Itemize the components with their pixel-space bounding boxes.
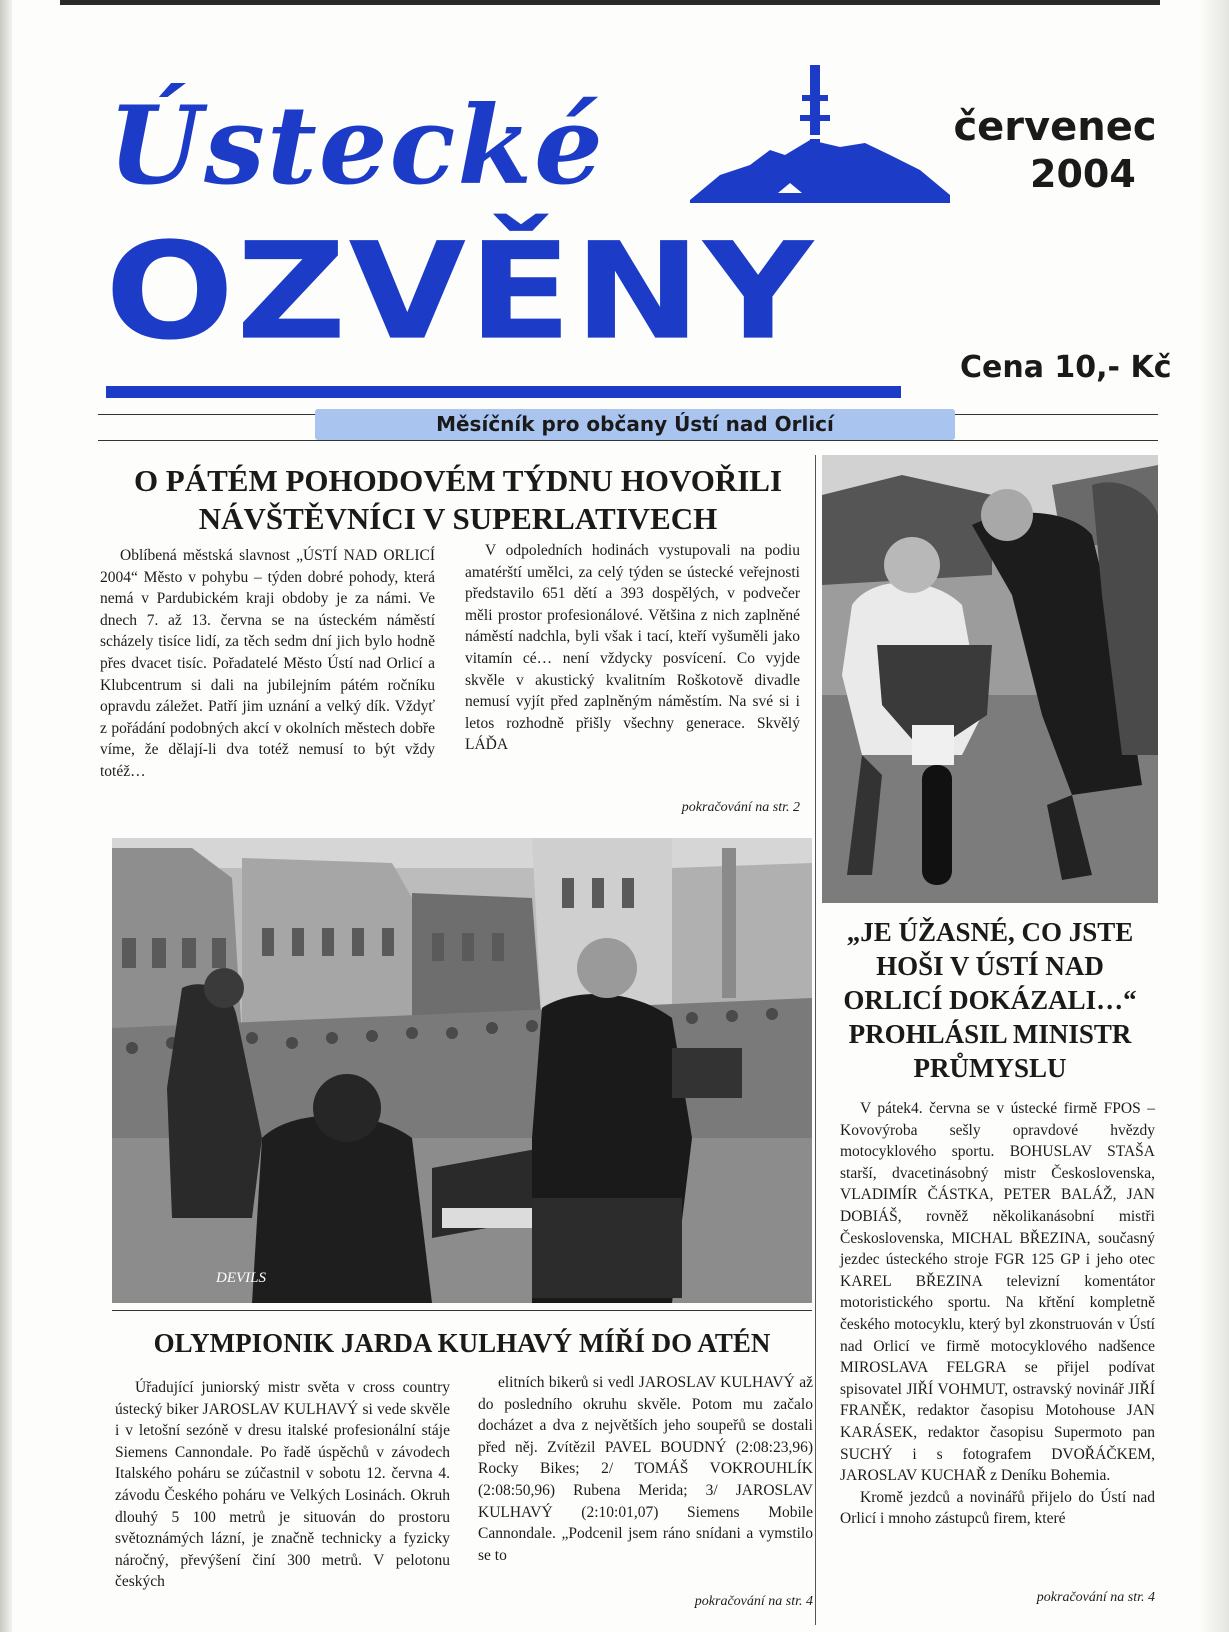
- motorbike-photo: [822, 455, 1158, 903]
- top-bar: [60, 0, 1160, 5]
- article1-headline-line1: O PÁTÉM POHODOVÉM TÝDNU HOVOŘILI: [133, 463, 783, 498]
- masthead-title-script: Ústecké: [108, 83, 605, 209]
- article1-column2: [465, 540, 800, 756]
- article3-headline-line1: „JE ÚŽASNÉ, CO JSTE: [846, 917, 1134, 947]
- article2-column2: [478, 1372, 813, 1566]
- article2-continued: pokračování na str. 4: [694, 1594, 813, 1609]
- article1-column2-text: V odpoledních hodinách vystupovali na podiu amatérští umělci, za celý týden se ústecké veřejnosti představilo 651 dětí a 393 dospělých, v podvečer měli prostor profesionálové. Většina z nich zaplněné náměstí nadchla, byli však i tací, kteří vyšuměli jako vitamín cé… není vždycky posvícení. Co vyjde skvěle v akustický kvalitním Roškotově divadle nemusí vyjít před zaplněným náměstím. Na své si i letos rozhodně přišly všechny generace. Skvělý LÁĎA: [465, 542, 800, 754]
- article1-headline: [98, 462, 818, 538]
- article3-para1: V pátek4. června se v ústecké firmě FPOS – Kovovýroba sešly opravdové hvězdy motocyklového sportu. BOHUSLAV STAŠA starší, dvacetinásobný mistr Československa, VLADIMÍR ČÁSTKA, PETER BALÁŽ, JAN DOBIÁŠ, rovněž několikanásobní mistři Československa, MICHAL BŘEZINA, současný jezdec ústeckého stroje FGR 125 GP i jeho otec KAREL BŘEZINA televizní komentátor motoristického sportu. Na křtění kompletně českého motocyklu, který byl zkonstruován v Ústí nad Orlicí ve firmě motocyklového nadšence MIROSLAVA FELGRA se přijel podívat spisovatel JIŘÍ VOHMUT, ostravský novinář JIŘÍ FRANĚK, redaktor časopisu Motohouse JAN KARÁSEK, redaktor časopisu Supermoto pan SUCHÝ i s fotografem DVOŘÁČKEM, JAROSLAV KUCHAŘ z Deníku Bohemia.: [840, 1100, 1155, 1485]
- article2-column1-text: Úřadující juniorský mistr světa v cross country ústecký biker JAROSLAV KULHAVÝ si vede skvěle i v letošní sezóně v dresu italské profesionální stáje Siemens Cannondale. Po řadě úspěchů v závodech Italského poháru se zúčastnil v sobotu 12. června 4. závodu Českého poháru ve Velkých Losinách. Okruh dlouhý 5 100 metrů je situován do prostoru světoznámých lázní, je značně technicky a fyzicky náročný, převýšení činí 300 metrů. V pelotonu českých: [115, 1379, 450, 1591]
- article3-continued: pokračování na str. 4: [1036, 1590, 1155, 1605]
- article3-para2: Kromě jezdců a novinářů přijelo do Ústí nad Orlicí i mnoho zástupců firem, které: [840, 1488, 1155, 1528]
- article3-headline: [822, 915, 1158, 1085]
- concert-photo-caption: DEVILS: [216, 1270, 266, 1286]
- scan-edge: [0, 0, 12, 1632]
- issue-month: červenec: [953, 104, 1157, 150]
- article1-continued: pokračování na str. 2: [681, 800, 800, 815]
- motorbike-photo-image: [822, 455, 1158, 903]
- article3-body: [840, 1098, 1155, 1530]
- article1-column1-text: Oblíbená městská slavnost „ÚSTÍ NAD ORLICÍ 2004“ Město v pohybu – týden dobré pohody, která nemá v Pardubickém kraji obdoby je za námi. Ve dnech 7. až 13. června se na ústeckém náměstí scházely tisíce lidí, za těch sedm dní jich bylo hodně přes dvacet tisíc. Pořadatelé Město Ústí nad Orlicí a Klubcentrum si dali na jubilejním pátém ročníku opravdu záležet. Patří jim uznání a velký dík. Vždyť z pořádání podobných akcí v okolních městech dobře víme, že dělají-li dva totéž nemusí to být vždy totéž…: [100, 547, 435, 780]
- concert-photo: [112, 838, 812, 1303]
- issue-year: 2004: [1030, 152, 1136, 196]
- tower-hill-icon: [690, 55, 950, 205]
- masthead-title-block: OZVĚNY: [105, 213, 816, 370]
- article3-headline-line2: HOŠI V ÚSTÍ NAD: [876, 951, 1104, 981]
- article2-column2-text: elitních bikerů si vedl JAROSLAV KULHAVÝ až do posledního okruhu skvěle. Potom mu začalo docházet a dva z největších jeho soupeřů se dostali před něj. Zvítězil PAVEL BOUDNÝ (2:08:23,96) Rocky Bikes; 2/ TOMÁŠ VOKROUHLÍK (2:08:50,96) Rubena Merida; 3/ JAROSLAV KULHAVÝ (2:10:01,07) Siemens Mobile Cannondale. „Podcenil jsem ráno snídani a vymstilo se to: [478, 1374, 813, 1564]
- article2-headline: OLYMPIONIK JARDA KULHAVÝ MÍŘÍ DO ATÉN: [153, 1328, 771, 1358]
- article1-headline-line2: NÁVŠTĚVNÍCI V SUPERLATIVECH: [198, 501, 718, 536]
- issue-price: Cena 10,- Kč: [960, 350, 1172, 385]
- article3-headline-line4: PROHLÁSIL MINISTR: [848, 1019, 1132, 1049]
- masthead-blue-rule: [106, 386, 901, 398]
- concert-photo-image: [112, 838, 812, 1303]
- rule-article2: [112, 1310, 812, 1311]
- article3-headline-line3: ORLICÍ DOKÁZALI…“: [843, 985, 1137, 1015]
- column-divider: [815, 455, 816, 1625]
- article1-column1: [100, 545, 435, 783]
- page-shadow: [1199, 0, 1229, 1632]
- article2-column1: [115, 1377, 450, 1593]
- article3-headline-line5: PRŮMYSLU: [913, 1053, 1067, 1083]
- masthead-subtitle: Měsíčník pro občany Ústí nad Orlicí: [315, 409, 955, 440]
- rule-bottom: [98, 440, 1158, 441]
